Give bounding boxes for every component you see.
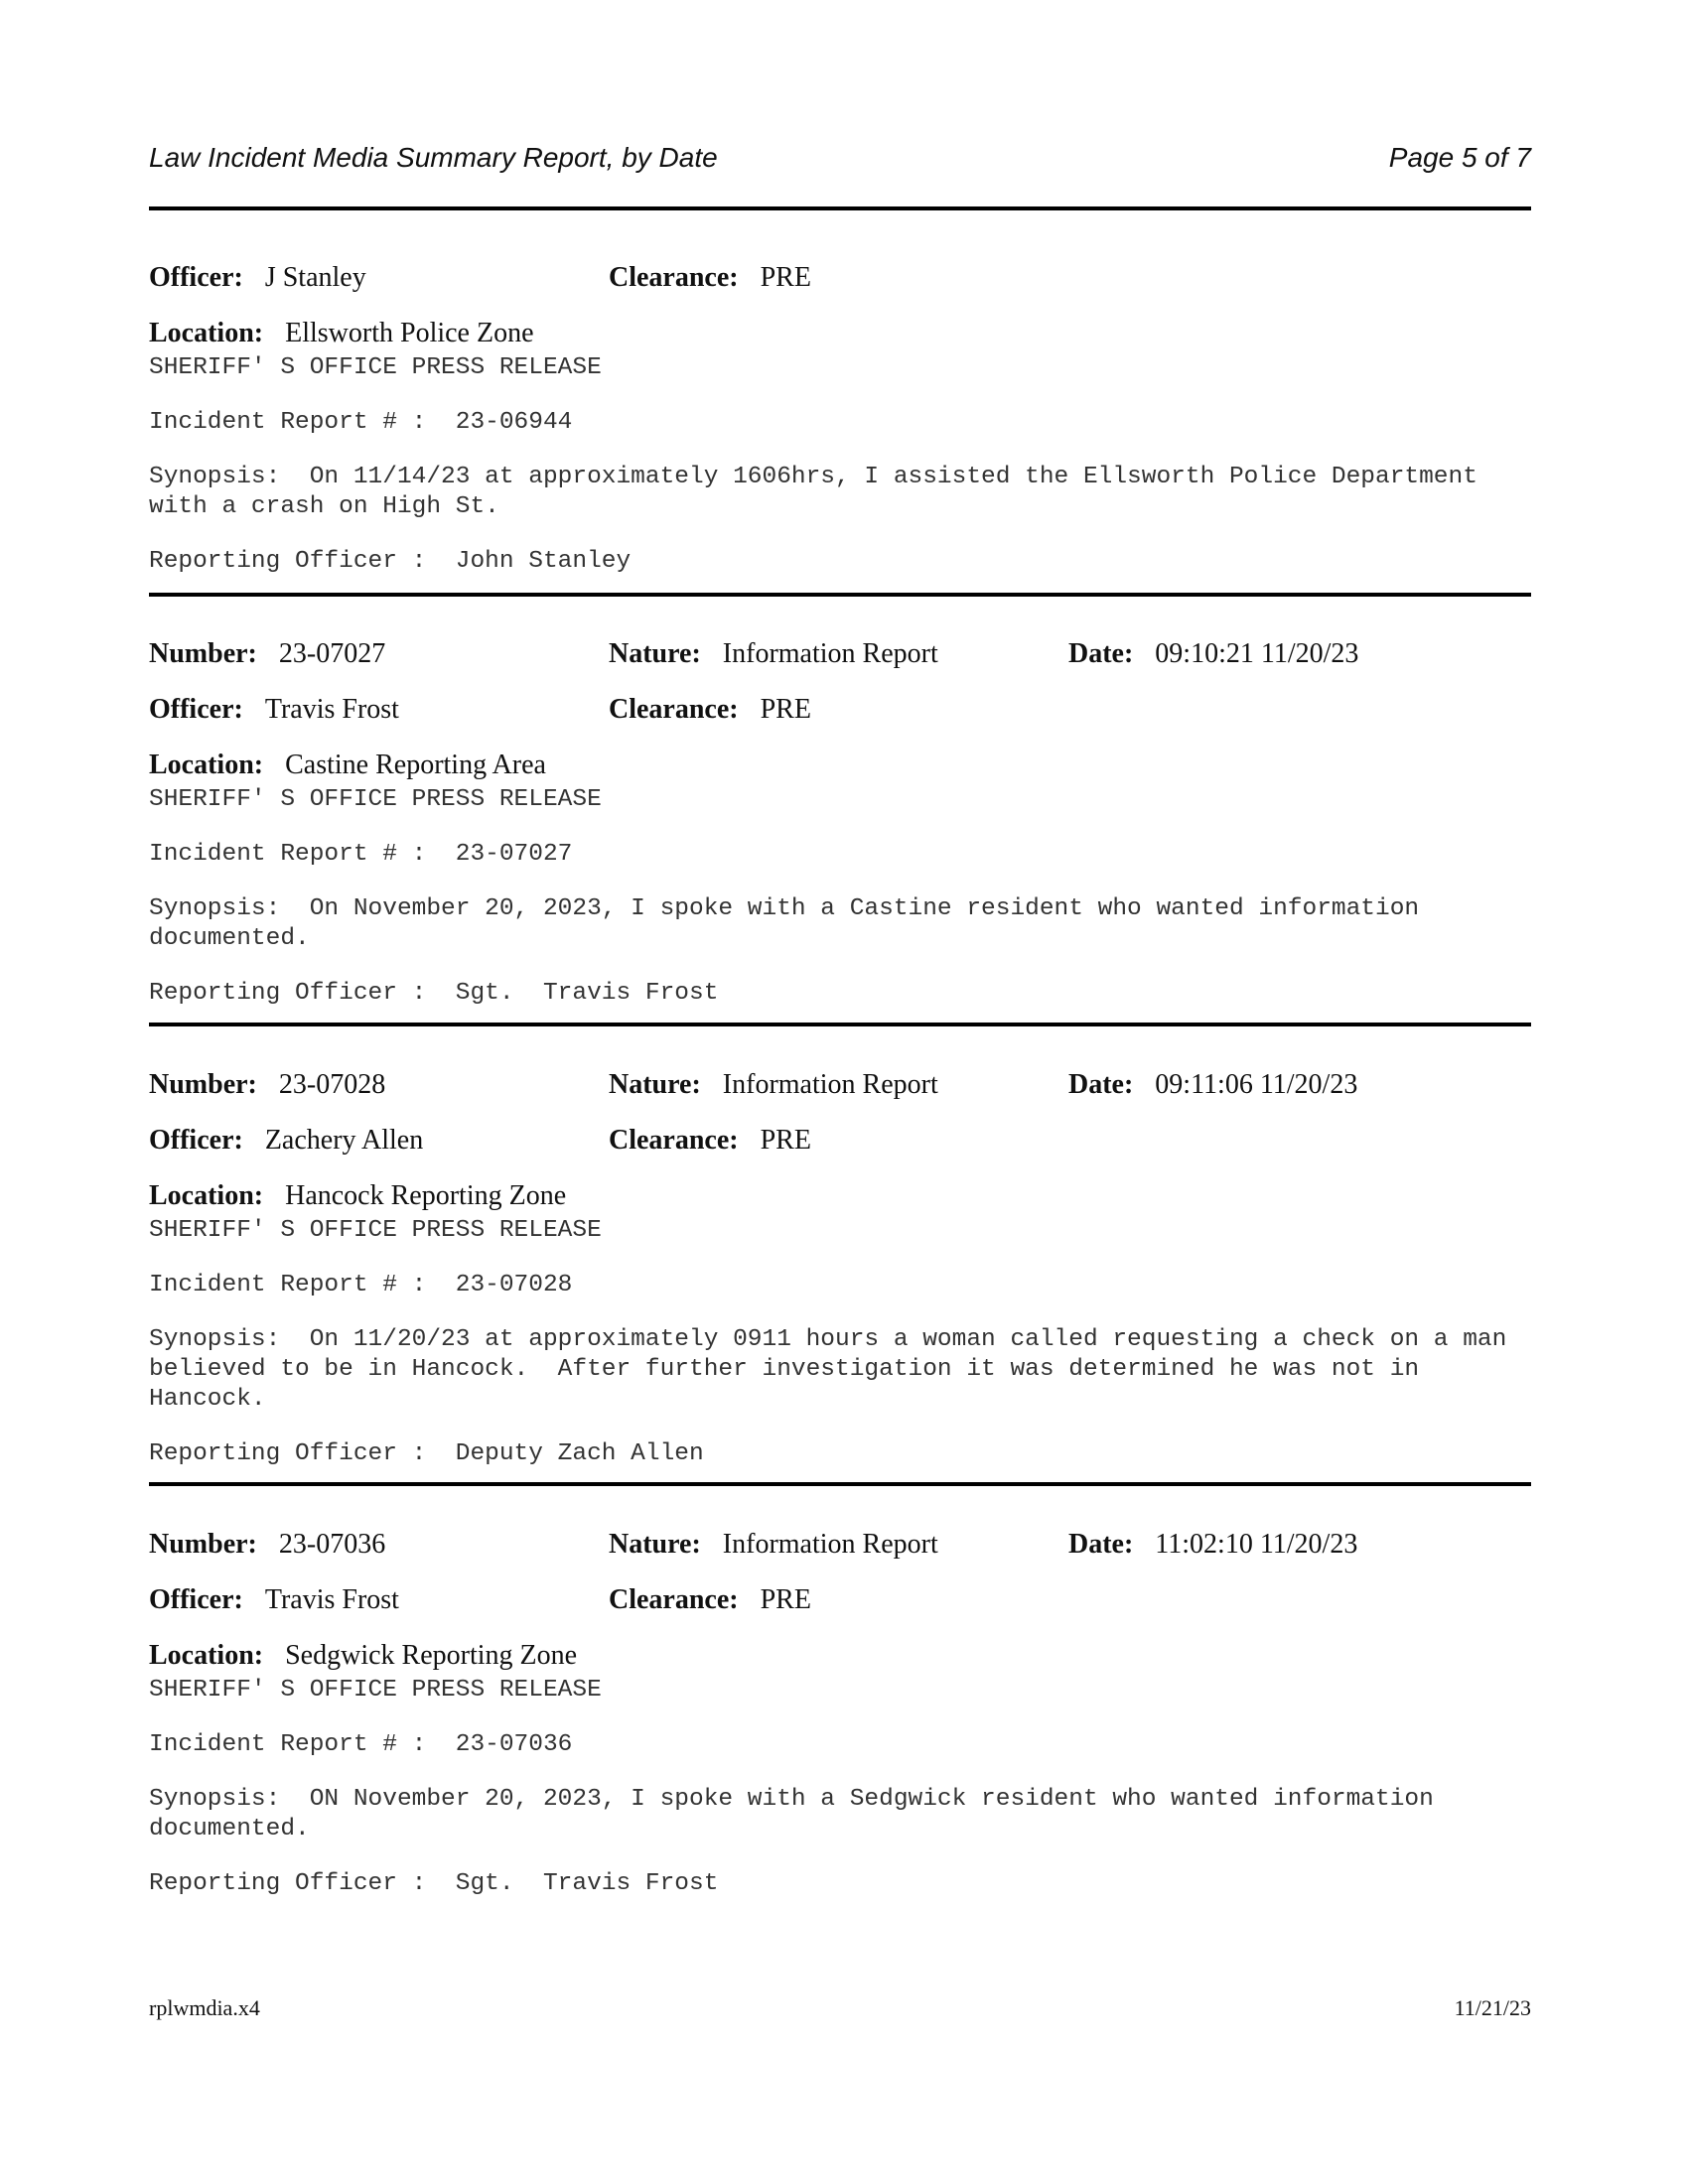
press-release-label: SHERIFF' S OFFICE PRESS RELEASE (149, 354, 602, 381)
nature-value: Information Report (722, 1069, 938, 1100)
number-label: Number: (149, 1069, 257, 1100)
number-value: 23-07027 (278, 638, 386, 669)
number-label: Number: (149, 1529, 257, 1560)
clearance-value: PRE (760, 1584, 811, 1615)
clearance-label: Clearance: (609, 262, 739, 293)
location-label: Location: (149, 318, 264, 348)
report-header (149, 142, 1531, 182)
clearance-value: PRE (760, 262, 811, 293)
report-code: rplwmdia.x4 (149, 1995, 260, 2020)
report-title: Law Incident Media Summary Report, by Date (149, 142, 718, 173)
number-label: Number: (149, 638, 257, 669)
reporting-officer: Reporting Officer : Sgt. Travis Frost (149, 980, 719, 1007)
date-value: 11:02:10 11/20/23 (1155, 1529, 1358, 1560)
nature-label: Nature: (609, 638, 701, 669)
synopsis: Synopsis: On November 20, 2023, I spoke with a Castine resident who wanted information documented. (149, 895, 1420, 952)
officer-label: Officer: (149, 694, 243, 725)
location-value: Castine Reporting Area (285, 750, 546, 780)
date-label: Date: (1068, 638, 1134, 669)
location-label: Location: (149, 750, 264, 780)
record-divider (149, 1023, 1531, 1026)
officer-value: Travis Frost (264, 1584, 399, 1615)
location-value: Ellsworth Police Zone (285, 318, 534, 348)
officer-value: Zachery Allen (264, 1125, 424, 1156)
clearance-label: Clearance: (609, 1125, 739, 1156)
officer-value: Travis Frost (264, 694, 399, 725)
clearance-value: PRE (760, 1125, 811, 1156)
date-label: Date: (1068, 1069, 1134, 1100)
header-divider (149, 206, 1531, 210)
incident-report-number: Incident Report # : 23-07027 (149, 841, 573, 868)
synopsis: Synopsis: On 11/14/23 at approximately 1606hrs, I assisted the Ellsworth Police Department with a crash on High St. (149, 464, 1477, 520)
nature-value: Information Report (722, 638, 938, 669)
location-label: Location: (149, 1640, 264, 1671)
number-value: 23-07036 (278, 1529, 386, 1560)
clearance-value: PRE (760, 694, 811, 725)
incident-report-number: Incident Report # : 23-06944 (149, 409, 573, 436)
date-label: Date: (1068, 1529, 1134, 1560)
press-release-label: SHERIFF' S OFFICE PRESS RELEASE (149, 1217, 602, 1244)
press-release-label: SHERIFF' S OFFICE PRESS RELEASE (149, 786, 602, 813)
officer-label: Officer: (149, 262, 243, 293)
clearance-label: Clearance: (609, 1584, 739, 1615)
clearance-label: Clearance: (609, 694, 739, 725)
synopsis: Synopsis: ON November 20, 2023, I spoke with a Sedgwick resident who wanted information documented. (149, 1786, 1434, 1843)
incident-report-number: Incident Report # : 23-07036 (149, 1731, 573, 1758)
number-row (149, 1069, 1531, 1105)
nature-label: Nature: (609, 1529, 701, 1560)
incident-report-number: Incident Report # : 23-07028 (149, 1272, 573, 1298)
nature-label: Nature: (609, 1069, 701, 1100)
page-number: Page 5 of 7 (1388, 142, 1531, 173)
location-label: Location: (149, 1180, 264, 1211)
date-value: 09:10:21 11/20/23 (1155, 638, 1359, 669)
number-row (149, 638, 1531, 674)
press-release-label: SHERIFF' S OFFICE PRESS RELEASE (149, 1677, 602, 1704)
number-row (149, 1529, 1531, 1565)
reporting-officer: Reporting Officer : Deputy Zach Allen (149, 1440, 704, 1467)
record-divider (149, 1482, 1531, 1486)
record-divider (149, 593, 1531, 597)
nature-value: Information Report (722, 1529, 938, 1560)
officer-label: Officer: (149, 1584, 243, 1615)
officer-label: Officer: (149, 1125, 243, 1156)
print-date: 11/21/23 (1454, 1995, 1531, 2020)
location-value: Hancock Reporting Zone (285, 1180, 567, 1211)
reporting-officer: Reporting Officer : John Stanley (149, 548, 632, 575)
date-value: 09:11:06 11/20/23 (1155, 1069, 1358, 1100)
officer-value: J Stanley (264, 262, 366, 293)
location-value: Sedgwick Reporting Zone (285, 1640, 578, 1671)
number-value: 23-07028 (278, 1069, 386, 1100)
synopsis: Synopsis: On 11/20/23 at approximately 0911 hours a woman called requesting a check on a man believed to be in Hancock. After further investigation it was determined he was not in Hancock. (149, 1326, 1507, 1413)
reporting-officer: Reporting Officer : Sgt. Travis Frost (149, 1870, 719, 1897)
